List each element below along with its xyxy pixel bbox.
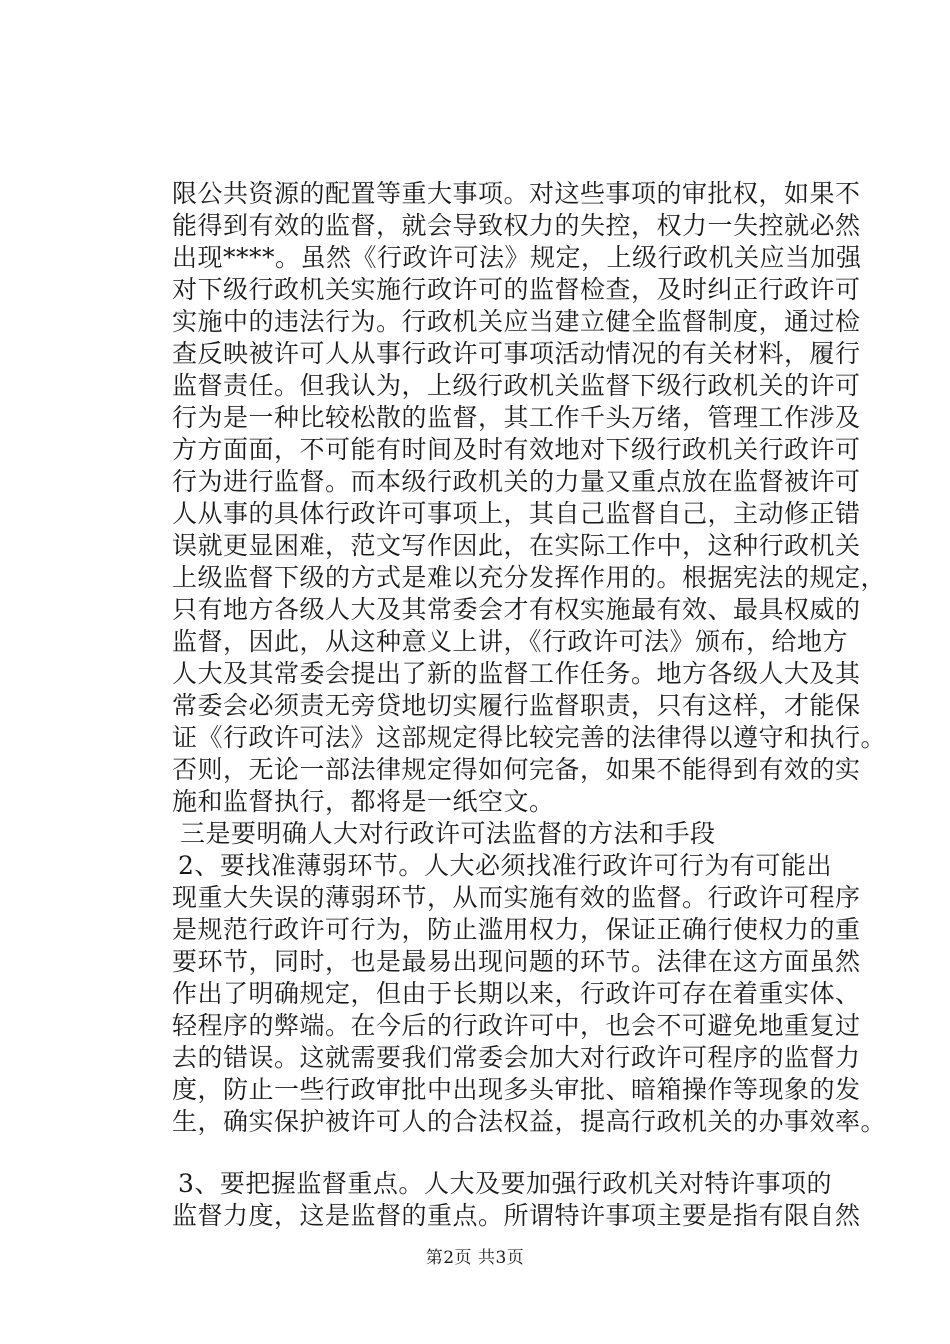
text-line: 施和监督执行，都将是一纸空文。 [172, 787, 555, 816]
text-line: 生，确实保护被许可人的合法权益，提高行政机关的办事效率。 [172, 1107, 887, 1136]
text-line: 出现****。虽然《行政许可法》规定，上级行政机关应当加强 [172, 243, 862, 272]
text-line: 行为是一种比较松散的监督，其工作千头万绪，管理工作涉及 [172, 403, 861, 432]
text-line: 上级监督下级的方式是难以充分发挥作用的。根据宪法的规定， [172, 563, 887, 592]
text-line: 度，防止一些行政审批中出现多头审批、暗箱操作等现象的发 [172, 1075, 861, 1104]
text-line: 否则，无论一部法律规定得如何完备，如果不能得到有效的实 [172, 755, 861, 784]
text-line: 监督力度，这是监督的重点。所谓特许事项主要是指有限自然 [172, 1201, 861, 1230]
text-line: 是规范行政许可行为，防止滥用权力，保证正确行使权力的重 [172, 915, 861, 944]
text-line: 作出了明确规定，但由于长期以来，行政许可存在着重实体、 [172, 979, 861, 1008]
text-line: 查反映被许可人从事行政许可事项活动情况的有关材料，履行 [172, 339, 861, 368]
text-line: 监督责任。但我认为，上级行政机关监督下级行政机关的许可 [172, 371, 861, 400]
text-line: 轻程序的弊端。在今后的行政许可中，也会不可避免地重复过 [172, 1011, 861, 1040]
text-line: 3、要把握监督重点。人大及要加强行政机关对特许事项的 [178, 1169, 832, 1198]
text-line: 人从事的具体行政许可事项上，其自己监督自己，主动修正错 [172, 499, 861, 528]
text-line: 能得到有效的监督，就会导致权力的失控，权力一失控就必然 [172, 211, 861, 240]
text-line: 误就更显困难，范文写作因此，在实际工作中，这种行政机关 [172, 531, 861, 560]
text-line: 对下级行政机关实施行政许可的监督检查，及时纠正行政许可 [172, 275, 861, 304]
text-line: 证《行政许可法》这部规定得比较完善的法律得以遵守和执行。 [172, 723, 887, 752]
text-line: 行为进行监督。而本级行政机关的力量又重点放在监督被许可 [172, 467, 861, 496]
text-line: 监督，因此，从这种意义上讲，《行政许可法》颁布，给地方 [172, 627, 849, 656]
text-line: 方方面面，不可能有时间及时有效地对下级行政机关行政许可 [172, 435, 861, 464]
section-heading: 三是要明确人大对行政许可法监督的方法和手段 [180, 819, 716, 848]
text-line: 要环节，同时，也是最易出现问题的环节。法律在这方面虽然 [172, 947, 861, 976]
page-number-footer: 第2页 共3页 [425, 1248, 525, 1268]
text-line: 常委会必须责无旁贷地切实履行监督职责，只有这样，才能保 [172, 691, 861, 720]
text-line: 只有地方各级人大及其常委会才有权实施最有效、最具权威的 [172, 595, 861, 624]
text-line: 实施中的违法行为。行政机关应当建立健全监督制度，通过检 [172, 307, 861, 336]
text-line: 现重大失误的薄弱环节，从而实施有效的监督。行政许可程序 [172, 883, 861, 912]
text-line: 人大及其常委会提出了新的监督工作任务。地方各级人大及其 [172, 659, 861, 688]
text-line: 去的错误。这就需要我们常委会加大对行政许可程序的监督力 [172, 1043, 861, 1072]
text-line: 2、要找准薄弱环节。人大必须找准行政许可行为有可能出 [178, 851, 832, 880]
text-line: 限公共资源的配置等重大事项。对这些事项的审批权，如果不 [172, 179, 861, 208]
